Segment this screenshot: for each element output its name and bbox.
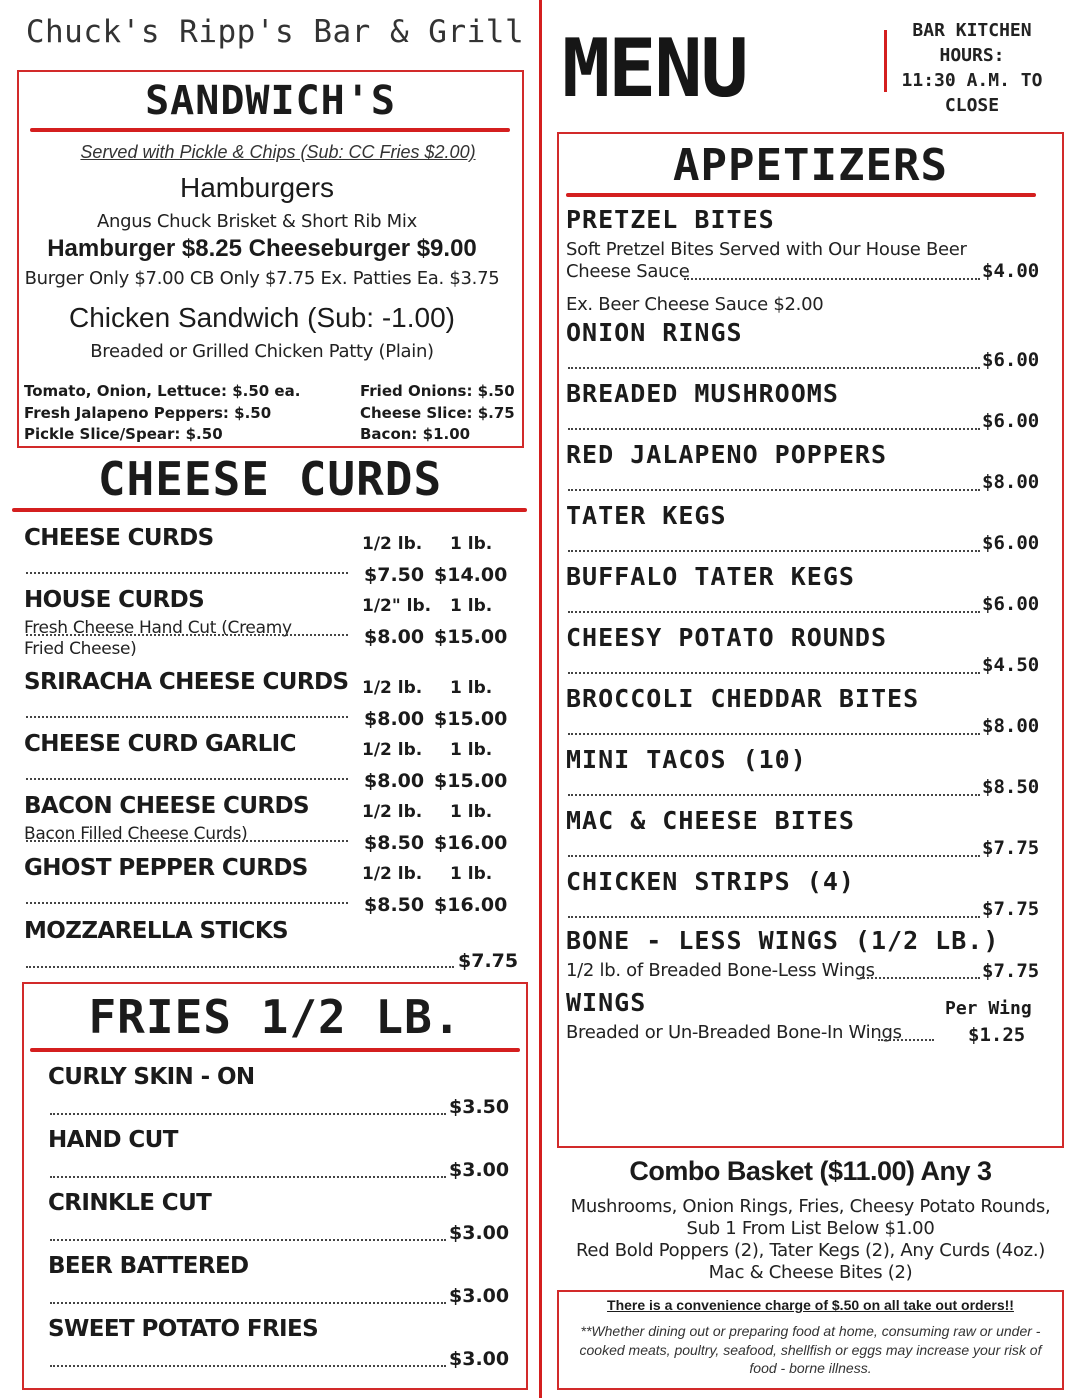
- fries-item-name: SWEET POTATO FRIES: [48, 1316, 319, 1342]
- cheese-curds-underline: [12, 508, 527, 512]
- curd-size-half: 1/2 lb.: [362, 740, 423, 760]
- fries-item-price: $3.00: [449, 1348, 510, 1370]
- combo-desc: [557, 1196, 1064, 1284]
- curd-name: CHEESE CURD GARLIC: [24, 731, 296, 757]
- hours-line: HOURS:: [939, 45, 1005, 66]
- appetizer-price: $4.50: [982, 654, 1040, 676]
- curd-price-full: $15.00: [434, 770, 508, 792]
- combo-title: Combo Basket ($11.00) Any 3: [629, 1156, 992, 1186]
- curd-price-half: $7.50: [364, 564, 425, 586]
- appetizer-name: RED JALAPENO POPPERS: [566, 440, 888, 469]
- dot-leader: [50, 1365, 446, 1367]
- pretzel-desc: Soft Pretzel Bites Served with Our House Beer: [566, 239, 967, 260]
- food-safety-warning: **Whether dining out or preparing food at home, consuming raw or under - cooked meats, poultry, seafood, shellfish or eggs may increase your risk of food - borne illness.: [579, 1323, 1042, 1376]
- curd-name: CHEESE CURDS: [24, 525, 214, 551]
- appetizers-underline: [566, 193, 1036, 197]
- takeout-charge-notice: There is a convenience charge of $.50 on all take out orders!!: [607, 1297, 1014, 1313]
- sandwich-title-underline: [30, 128, 510, 132]
- pretzel-price: $4.00: [982, 260, 1040, 282]
- appetizer-price: $6.00: [982, 349, 1040, 371]
- dot-leader: [860, 977, 980, 979]
- addons-right: [360, 381, 525, 446]
- dot-leader: [568, 550, 980, 552]
- combo-line: Sub 1 From List Below $1.00: [686, 1218, 935, 1239]
- appetizer-name: MINI TACOS (10): [566, 745, 807, 774]
- addon-item: Cheese Slice: $.75: [360, 403, 515, 422]
- dot-leader: [684, 278, 980, 280]
- mozzarella-name: MOZZARELLA STICKS: [24, 918, 289, 944]
- dot-leader: [50, 1113, 446, 1115]
- appetizer-name: CHICKEN STRIPS (4): [566, 867, 855, 896]
- boneless-wings-price: $7.75: [982, 960, 1040, 982]
- sandwich-title: SANDWICH'S: [145, 78, 396, 124]
- fries-underline: [30, 1048, 520, 1052]
- burger-only-prices: Burger Only $7.00 CB Only $7.75 Ex. Patties Ea. $3.75: [24, 268, 500, 289]
- addon-item: Fried Onions: $.50: [360, 382, 515, 400]
- curd-size-full: 1 lb.: [450, 678, 493, 698]
- curd-price-half: $8.50: [364, 832, 425, 854]
- addon-item: Tomato, Onion, Lettuce: $.50 ea.: [24, 382, 301, 400]
- combo-line: Mac & Cheese Bites (2): [708, 1262, 913, 1283]
- curd-size-full: 1 lb.: [450, 802, 493, 822]
- appetizer-price: $6.00: [982, 593, 1040, 615]
- appetizer-name: BUFFALO TATER KEGS: [566, 562, 855, 591]
- dot-leader: [26, 902, 348, 904]
- hamburgers-desc: Angus Chuck Brisket & Short Rib Mix: [97, 211, 417, 232]
- dot-leader: [568, 794, 980, 796]
- appetizer-name: ONION RINGS: [566, 318, 743, 347]
- cheese-curds-title: CHEESE CURDS: [97, 452, 443, 506]
- dot-leader: [568, 733, 980, 735]
- curd-price-full: $16.00: [434, 832, 508, 854]
- pretzel-desc: Cheese Sauce: [566, 261, 690, 282]
- boneless-wings-name: BONE - LESS WINGS (1/2 LB.): [566, 926, 1000, 955]
- appetizer-name: MAC & CHEESE BITES: [566, 806, 855, 835]
- dot-leader: [26, 634, 348, 636]
- appetizer-name: BREADED MUSHROOMS: [566, 379, 839, 408]
- appetizer-price: $6.00: [982, 410, 1040, 432]
- appetizer-name: TATER KEGS: [566, 501, 727, 530]
- curd-size-full: 1 lb.: [450, 596, 493, 616]
- addons-left: [24, 381, 354, 446]
- dot-leader: [50, 1302, 446, 1304]
- fries-item-name: BEER BATTERED: [48, 1253, 249, 1279]
- curd-price-full: $16.00: [434, 894, 508, 916]
- pretzel-extra: Ex. Beer Cheese Sauce $2.00: [566, 294, 824, 315]
- hamburgers-title: Hamburgers: [179, 172, 335, 203]
- curd-size-half: 1/2 lb.: [362, 678, 423, 698]
- dot-leader: [568, 489, 980, 491]
- curd-size-half: 1/2 lb.: [362, 534, 423, 554]
- fries-title: FRIES 1/2 LB.: [88, 990, 462, 1044]
- combo-line: Mushrooms, Onion Rings, Fries, Cheesy Potato Rounds,: [570, 1196, 1051, 1217]
- hours-line: 11:30 A.M. TO: [901, 70, 1043, 91]
- curd-name: BACON CHEESE CURDS: [24, 793, 309, 819]
- appetizer-price: $7.75: [982, 898, 1040, 920]
- boneless-wings-desc: 1/2 lb. of Breaded Bone-Less Wings: [566, 960, 875, 981]
- appetizer-price: $8.00: [982, 715, 1040, 737]
- chicken-sandwich-title: Chicken Sandwich (Sub: -1.00): [69, 302, 455, 333]
- curd-price-half: $8.00: [364, 770, 425, 792]
- combo-line: Red Bold Poppers (2), Tater Kegs (2), Any Curds (4oz.): [576, 1240, 1045, 1261]
- dot-leader: [878, 1039, 934, 1041]
- fries-item-name: CURLY SKIN - ON: [48, 1064, 255, 1090]
- curd-price-full: $15.00: [434, 708, 508, 730]
- curd-name: GHOST PEPPER CURDS: [24, 855, 308, 881]
- fries-item-name: CRINKLE CUT: [48, 1190, 212, 1216]
- curd-desc: Bacon Filled Cheese Curds): [24, 824, 248, 844]
- appetizer-name: BROCCOLI CHEDDAR BITES: [566, 684, 920, 713]
- dot-leader: [568, 672, 980, 674]
- dot-leader: [26, 966, 454, 968]
- wings-price: $1.25: [968, 1024, 1026, 1046]
- dot-leader: [50, 1176, 446, 1178]
- dot-leader: [26, 572, 348, 574]
- curd-price-full: $15.00: [434, 626, 508, 648]
- curd-size-half: 1/2" lb.: [362, 596, 432, 616]
- hours-divider: [884, 30, 887, 92]
- fries-item-price: $3.00: [449, 1222, 510, 1244]
- curd-price-full: $14.00: [434, 564, 508, 586]
- hours-line: BAR KITCHEN: [912, 20, 1032, 41]
- appetizer-price: $8.00: [982, 471, 1040, 493]
- restaurant-name: Chuck's Ripp's Bar & Grill: [25, 14, 525, 50]
- fries-item-price: $3.50: [449, 1096, 510, 1118]
- dot-leader: [50, 1239, 446, 1241]
- addon-item: Fresh Jalapeno Peppers: $.50: [24, 403, 272, 422]
- appetizers-title: APPETIZERS: [673, 140, 948, 191]
- sandwich-subtitle: Served with Pickle & Chips (Sub: CC Fries $2.00): [80, 142, 476, 162]
- wings-name: WINGS: [566, 988, 647, 1017]
- curd-size-full: 1 lb.: [450, 864, 493, 884]
- dot-leader: [568, 855, 980, 857]
- appetizer-price: $6.00: [982, 532, 1040, 554]
- mozzarella-price: $7.75: [458, 950, 519, 972]
- curd-price-half: $8.50: [364, 894, 425, 916]
- appetizer-price: $8.50: [982, 776, 1040, 798]
- curd-price-half: $8.00: [364, 708, 425, 730]
- menu-title: MENU: [562, 22, 747, 115]
- appetizer-name: CHEESY POTATO ROUNDS: [566, 623, 888, 652]
- dot-leader: [568, 428, 980, 430]
- hamburger-prices: Hamburger $8.25 Cheeseburger $9.00: [47, 235, 477, 262]
- wings-per: Per Wing: [945, 998, 1032, 1019]
- kitchen-hours: [892, 18, 1052, 118]
- fries-item-price: $3.00: [449, 1159, 510, 1181]
- dot-leader: [568, 611, 980, 613]
- addon-item: Pickle Slice/Spear: $.50: [24, 425, 223, 443]
- chicken-sandwich-desc: Breaded or Grilled Chicken Patty (Plain): [90, 341, 434, 362]
- dot-leader: [26, 778, 348, 780]
- column-divider: [539, 0, 542, 1398]
- curd-size-half: 1/2 lb.: [362, 802, 423, 822]
- dot-leader: [568, 916, 980, 918]
- dot-leader: [568, 367, 980, 369]
- hours-line: CLOSE: [944, 95, 1000, 116]
- dot-leader: [26, 716, 348, 718]
- dot-leader: [26, 840, 348, 842]
- addon-item: Bacon: $1.00: [360, 425, 471, 443]
- appetizer-price: $7.75: [982, 837, 1040, 859]
- wings-desc: Breaded or Un-Breaded Bone-In Wings: [566, 1022, 902, 1043]
- curd-name: SRIRACHA CHEESE CURDS: [24, 669, 349, 695]
- curd-price-half: $8.00: [364, 626, 425, 648]
- curd-desc: Fresh Cheese Hand Cut (Creamy Fried Cheese): [24, 618, 292, 659]
- pretzel-name: PRETZEL BITES: [566, 205, 775, 234]
- fries-item-price: $3.00: [449, 1285, 510, 1307]
- curd-size-half: 1/2 lb.: [362, 864, 423, 884]
- curd-size-full: 1 lb.: [450, 534, 493, 554]
- curd-name: HOUSE CURDS: [24, 587, 205, 613]
- fries-item-name: HAND CUT: [48, 1127, 178, 1153]
- curd-size-full: 1 lb.: [450, 740, 493, 760]
